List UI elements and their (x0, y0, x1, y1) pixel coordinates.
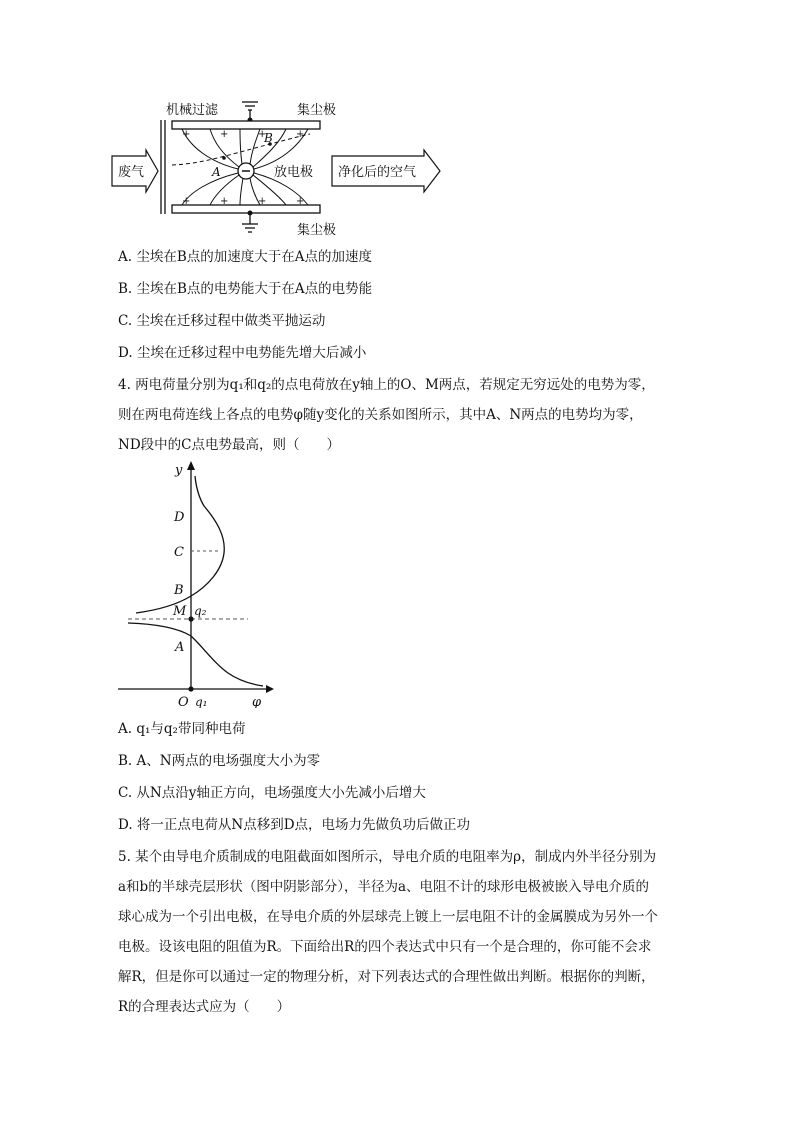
q3-option-b: B. 尘埃在B点的电势能大于在A点的电势能 (118, 281, 373, 297)
q5-stem-line5: 解R，但是你可以通过一定的物理分析，对下列表达式的合理性做出判断。根据你的判断， (118, 969, 655, 985)
label-q2: q₂ (194, 604, 207, 618)
q5-stem-line4: 电极。设该电阻的阻值为R。下面给出R的四个表达式中只有一个是合理的，你可能不会求 (118, 939, 652, 955)
q4-option-b: B. A、N两点的电场强度大小为零 (118, 753, 321, 769)
filter-label: 机械过滤 (166, 103, 219, 118)
q5-stem-line2: a和b的半球壳层形状（图中阴影部分），半径为a、电阻不计的球形电极被嵌入导电介质的 (118, 879, 649, 895)
label-D: D (174, 510, 185, 525)
q4-option-d: D. 将一正点电荷从N点移到D点，电场力先做负功后做正功 (118, 817, 471, 833)
svg-text:+: + (220, 196, 229, 207)
q5-stem-line3: 球心成为一个引出电极，在导电介质的外层球壳上镀上一层电阻不计的金属膜成为另外一个 (118, 909, 658, 925)
discharge-label: 放电极 (274, 165, 314, 180)
point-B-label: B (264, 131, 273, 145)
label-A: A (175, 640, 185, 655)
q4-option-a: A. q₁与q₂带同种电荷 (118, 721, 246, 737)
label-M: M (173, 604, 187, 619)
svg-text:+: + (296, 196, 305, 207)
svg-text:+: + (220, 129, 229, 140)
q4-stem-line1: 4. 两电荷量分别为q₁和q₂的点电荷放在y轴上的O、M两点，若规定无穷远处的电势为零， (118, 377, 655, 393)
potential-graph (118, 458, 278, 708)
phi-axis-label: φ (252, 695, 262, 708)
point-A-label: A (212, 165, 221, 179)
top-collector-label: 集尘极 (297, 103, 337, 118)
bottom-collector-label: 集尘极 (297, 223, 337, 238)
q5-stem-line1: 5. 某个由导电介质制成的电阻截面如图所示，导电介质的电阻率为ρ，制成内外半径分别为 (118, 849, 657, 865)
label-q1: q₁ (195, 695, 208, 708)
q3-option-a: A. 尘埃在B点的加速度大于在A点的加速度 (118, 249, 373, 265)
y-axis-label: y (175, 463, 183, 478)
q4-option-c: C. 从N点沿y轴正方向，电场强度大小先减小后增大 (118, 785, 426, 801)
q3-option-c: C. 尘埃在迁移过程中做类平抛运动 (118, 313, 326, 329)
svg-text:+: + (182, 196, 191, 207)
svg-text:+: + (296, 129, 305, 140)
exhaust-label: 废气 (118, 165, 145, 180)
q4-stem-line3: ND段中的C点电势最高，则（ ） (118, 437, 340, 453)
label-C: C (174, 545, 184, 560)
precipitator-figure (110, 92, 450, 242)
q4-stem-line2: 则在两电荷连线上各点的电势φ随y变化的关系如图所示，其中A、N两点的电势均为零， (118, 407, 643, 423)
label-B: B (174, 583, 184, 598)
q5-stem-line6: R的合理表达式应为（ ） (118, 999, 291, 1015)
svg-text:+: + (182, 129, 191, 140)
label-O: O (178, 695, 189, 708)
svg-text:+: + (258, 129, 267, 140)
svg-text:+: + (258, 196, 267, 207)
q3-option-d: D. 尘埃在迁移过程中电势能先增大后减小 (118, 345, 367, 361)
clean-air-label: 净化后的空气 (338, 165, 417, 180)
